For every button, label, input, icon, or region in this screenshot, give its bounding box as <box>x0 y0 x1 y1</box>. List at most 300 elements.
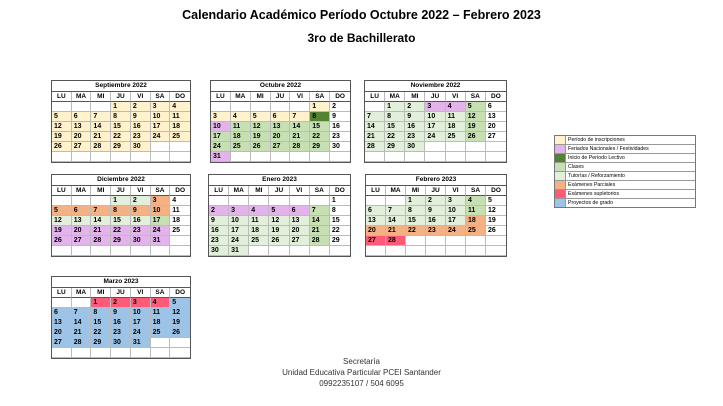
weekday-header: VI <box>131 92 151 102</box>
day-cell: 14 <box>365 122 385 132</box>
day-cell: 6 <box>486 102 506 112</box>
day-cell: 28 <box>290 142 310 152</box>
weekday-header: DO <box>170 186 190 196</box>
empty-cell <box>405 152 425 162</box>
calendar-november-2022 <box>364 80 507 163</box>
weekday-header: MI <box>406 186 426 196</box>
day-cell: 14 <box>91 122 111 132</box>
day-cell: 27 <box>366 236 386 246</box>
day-cell: 3 <box>425 102 445 112</box>
day-cell: 23 <box>111 328 131 338</box>
legend <box>554 135 696 208</box>
day-cell: 10 <box>211 122 231 132</box>
day-cell: 2 <box>405 102 425 112</box>
empty-cell <box>290 152 310 162</box>
day-cell: 20 <box>366 226 386 236</box>
day-cell: 27 <box>52 338 72 348</box>
day-cell: 29 <box>111 142 131 152</box>
legend-item <box>555 172 695 181</box>
calendar-december-2022 <box>51 174 191 257</box>
day-cell: 11 <box>151 308 171 318</box>
day-cell: 8 <box>111 112 131 122</box>
day-cell: 19 <box>170 318 190 328</box>
day-cell: 30 <box>131 142 151 152</box>
day-cell: 16 <box>111 318 131 328</box>
weekday-header: LU <box>52 186 72 196</box>
day-cell: 21 <box>386 226 406 236</box>
legend-swatch <box>555 181 566 189</box>
empty-cell <box>310 152 330 162</box>
day-cell: 18 <box>231 132 251 142</box>
month-title: Septiembre 2022 <box>52 81 190 92</box>
day-cell: 24 <box>446 226 466 236</box>
day-cell: 2 <box>111 298 131 308</box>
empty-cell <box>249 196 269 206</box>
day-cell: 18 <box>466 216 486 226</box>
weekday-header: MA <box>231 92 251 102</box>
legend-item <box>555 181 695 190</box>
day-cell: 18 <box>446 122 466 132</box>
empty-cell <box>330 246 350 256</box>
empty-cell <box>426 236 446 246</box>
day-cell: 5 <box>170 298 190 308</box>
day-cell: 23 <box>209 236 229 246</box>
empty-cell <box>466 246 486 256</box>
day-cell: 15 <box>310 122 330 132</box>
day-cell: 1 <box>91 298 111 308</box>
legend-label: Feriados Nacionales / Festividades <box>568 146 649 152</box>
empty-cell <box>365 152 385 162</box>
empty-cell <box>330 152 350 162</box>
weekday-header: MI <box>91 186 111 196</box>
empty-cell <box>52 298 72 308</box>
empty-cell <box>271 102 291 112</box>
day-cell: 14 <box>310 216 330 226</box>
day-cell: 4 <box>249 206 269 216</box>
weekday-header: MA <box>72 288 92 298</box>
day-cell: 8 <box>406 206 426 216</box>
day-cell: 9 <box>131 206 151 216</box>
day-cell: 31 <box>229 246 249 256</box>
day-cell: 26 <box>466 132 486 142</box>
legend-swatch <box>555 154 566 162</box>
empty-cell <box>251 152 271 162</box>
day-cell: 3 <box>131 298 151 308</box>
legend-swatch <box>555 136 566 144</box>
legend-label: Tutorías / Reforzamiento <box>568 173 625 179</box>
empty-cell <box>170 246 190 256</box>
empty-cell <box>131 152 151 162</box>
day-cell: 14 <box>290 122 310 132</box>
day-cell: 4 <box>170 102 190 112</box>
empty-cell <box>385 152 405 162</box>
month-title: Marzo 2023 <box>52 277 190 288</box>
day-cell: 14 <box>72 318 92 328</box>
weekday-header: LU <box>52 288 72 298</box>
empty-cell <box>52 246 72 256</box>
day-cell: 5 <box>251 112 271 122</box>
day-cell: 20 <box>290 226 310 236</box>
day-cell: 27 <box>72 142 92 152</box>
day-cell: 11 <box>446 112 466 122</box>
weekday-header: VI <box>446 92 466 102</box>
empty-cell <box>386 196 406 206</box>
empty-cell <box>111 152 131 162</box>
weekday-header: VI <box>131 288 151 298</box>
day-cell: 9 <box>405 112 425 122</box>
weekday-header: JU <box>425 92 445 102</box>
day-cell: 19 <box>251 132 271 142</box>
day-cell: 25 <box>151 328 171 338</box>
day-cell: 30 <box>209 246 229 256</box>
day-cell: 19 <box>486 216 506 226</box>
weekday-header: SA <box>466 186 486 196</box>
day-cell: 26 <box>269 236 289 246</box>
weekday-header: DO <box>486 186 506 196</box>
day-cell: 6 <box>366 206 386 216</box>
day-cell: 7 <box>290 112 310 122</box>
empty-cell <box>426 246 446 256</box>
weekday-header: DO <box>330 186 350 196</box>
day-cell: 29 <box>111 236 131 246</box>
legend-label: Inicio de Período Lectivo <box>568 155 625 161</box>
day-cell: 15 <box>406 216 426 226</box>
empty-cell <box>406 236 426 246</box>
day-cell: 20 <box>72 132 92 142</box>
weekday-header: MA <box>72 92 92 102</box>
day-cell: 5 <box>466 102 486 112</box>
day-cell: 7 <box>91 206 111 216</box>
legend-item <box>555 163 695 172</box>
day-cell: 5 <box>269 206 289 216</box>
day-cell: 8 <box>91 308 111 318</box>
day-cell: 17 <box>151 216 171 226</box>
month-title: Diciembre 2022 <box>52 175 190 186</box>
day-cell: 10 <box>151 112 171 122</box>
day-cell: 27 <box>290 236 310 246</box>
day-cell: 24 <box>151 226 171 236</box>
day-cell: 21 <box>72 328 92 338</box>
legend-swatch <box>555 172 566 180</box>
calendar-october-2022 <box>210 80 351 163</box>
calendar-march-2023 <box>51 276 191 359</box>
weekday-header: MA <box>72 186 92 196</box>
day-cell: 11 <box>231 122 251 132</box>
empty-cell <box>151 246 171 256</box>
empty-cell <box>269 196 289 206</box>
day-cell: 14 <box>386 216 406 226</box>
empty-cell <box>249 246 269 256</box>
day-cell: 18 <box>170 122 190 132</box>
day-cell: 29 <box>91 338 111 348</box>
legend-swatch <box>555 145 566 153</box>
day-cell: 24 <box>425 132 445 142</box>
day-cell: 9 <box>426 206 446 216</box>
day-cell: 25 <box>170 226 190 236</box>
empty-cell <box>486 246 506 256</box>
day-cell: 3 <box>151 196 171 206</box>
day-cell: 5 <box>52 112 72 122</box>
day-cell: 3 <box>446 196 466 206</box>
day-cell: 26 <box>170 328 190 338</box>
legend-label: Exámenes supletorios <box>568 191 620 197</box>
weekday-header: JU <box>111 92 131 102</box>
day-cell: 9 <box>330 112 350 122</box>
day-cell: 17 <box>151 122 171 132</box>
day-cell: 21 <box>91 132 111 142</box>
day-cell: 3 <box>211 112 231 122</box>
day-cell: 25 <box>170 132 190 142</box>
legend-swatch <box>555 199 566 207</box>
day-cell: 23 <box>131 226 151 236</box>
empty-cell <box>446 236 466 246</box>
day-cell: 28 <box>365 142 385 152</box>
empty-cell <box>365 102 385 112</box>
day-cell: 16 <box>209 226 229 236</box>
weekday-header: MI <box>91 92 111 102</box>
empty-cell <box>251 102 271 112</box>
day-cell: 6 <box>290 206 310 216</box>
day-cell: 28 <box>91 142 111 152</box>
day-cell: 10 <box>446 206 466 216</box>
legend-item <box>555 154 695 163</box>
legend-label: Proyectos de grado <box>568 200 613 206</box>
day-cell: 23 <box>131 132 151 142</box>
day-cell: 11 <box>466 206 486 216</box>
day-cell: 19 <box>52 226 72 236</box>
weekday-header: DO <box>170 288 190 298</box>
day-cell: 11 <box>249 216 269 226</box>
day-cell: 31 <box>151 236 171 246</box>
day-cell: 24 <box>151 132 171 142</box>
day-cell: 13 <box>52 318 72 328</box>
legend-label: Clases <box>568 164 584 170</box>
weekday-header: MI <box>251 92 271 102</box>
empty-cell <box>231 102 251 112</box>
day-cell: 2 <box>330 102 350 112</box>
day-cell: 20 <box>72 226 92 236</box>
empty-cell <box>466 142 486 152</box>
day-cell: 26 <box>52 142 72 152</box>
day-cell: 7 <box>386 206 406 216</box>
day-cell: 30 <box>330 142 350 152</box>
empty-cell <box>170 152 190 162</box>
weekday-header: JU <box>271 92 291 102</box>
day-cell: 12 <box>486 206 506 216</box>
legend-label: Período de inscripciones <box>568 137 625 143</box>
day-cell: 21 <box>310 226 330 236</box>
weekday-header: LU <box>365 92 385 102</box>
empty-cell <box>91 246 111 256</box>
day-cell: 4 <box>151 298 171 308</box>
day-cell: 5 <box>486 196 506 206</box>
empty-cell <box>310 196 330 206</box>
empty-cell <box>229 196 249 206</box>
day-cell: 19 <box>466 122 486 132</box>
empty-cell <box>386 246 406 256</box>
day-cell: 1 <box>330 196 350 206</box>
weekday-header: MA <box>385 92 405 102</box>
empty-cell <box>151 338 171 348</box>
day-cell: 7 <box>72 308 92 318</box>
day-cell: 9 <box>131 112 151 122</box>
empty-cell <box>231 152 251 162</box>
day-cell: 5 <box>52 206 72 216</box>
empty-cell <box>91 102 111 112</box>
footer-office: Secretaría <box>343 357 380 366</box>
day-cell: 13 <box>290 216 310 226</box>
calendar-september-2022 <box>51 80 191 163</box>
empty-cell <box>52 196 72 206</box>
day-cell: 28 <box>386 236 406 246</box>
day-cell: 15 <box>385 122 405 132</box>
day-cell: 1 <box>310 102 330 112</box>
day-cell: 4 <box>231 112 251 122</box>
empty-cell <box>151 152 171 162</box>
day-cell: 26 <box>251 142 271 152</box>
day-cell: 10 <box>131 308 151 318</box>
day-cell: 13 <box>72 216 92 226</box>
weekday-header: SA <box>151 288 171 298</box>
day-cell: 17 <box>229 226 249 236</box>
weekday-header: VI <box>290 186 310 196</box>
page-subtitle: 3ro de Bachillerato <box>307 31 416 45</box>
empty-cell <box>425 152 445 162</box>
empty-cell <box>446 246 466 256</box>
day-cell: 15 <box>330 216 350 226</box>
weekday-header: LU <box>211 92 231 102</box>
day-cell: 14 <box>91 216 111 226</box>
day-cell: 20 <box>271 132 291 142</box>
weekday-header: VI <box>131 186 151 196</box>
weekday-header: LU <box>209 186 229 196</box>
day-cell: 3 <box>151 102 171 112</box>
day-cell: 13 <box>486 112 506 122</box>
day-cell: 8 <box>111 206 131 216</box>
day-cell: 24 <box>131 328 151 338</box>
legend-item <box>555 145 695 154</box>
legend-swatch <box>555 163 566 171</box>
day-cell: 15 <box>111 122 131 132</box>
day-cell: 12 <box>52 122 72 132</box>
day-cell: 31 <box>211 152 231 162</box>
day-cell: 10 <box>229 216 249 226</box>
weekday-header: SA <box>310 186 330 196</box>
page-title: Calendario Académico Período Octubre 2022 – Febrero 2023 <box>182 8 541 22</box>
day-cell: 23 <box>426 226 446 236</box>
day-cell: 25 <box>466 226 486 236</box>
day-cell: 18 <box>249 226 269 236</box>
day-cell: 28 <box>91 236 111 246</box>
footer-institution: Unidad Educativa Particular PCEI Santander <box>282 368 441 377</box>
empty-cell <box>290 102 310 112</box>
day-cell: 1 <box>385 102 405 112</box>
calendar-january-2023 <box>208 174 351 257</box>
weekday-header: DO <box>486 92 506 102</box>
day-cell: 4 <box>170 196 190 206</box>
empty-cell <box>151 142 171 152</box>
day-cell: 12 <box>52 216 72 226</box>
day-cell: 6 <box>271 112 291 122</box>
day-cell: 29 <box>330 236 350 246</box>
day-cell: 2 <box>426 196 446 206</box>
weekday-header: MI <box>249 186 269 196</box>
empty-cell <box>366 196 386 206</box>
day-cell: 26 <box>52 236 72 246</box>
day-cell: 2 <box>209 206 229 216</box>
weekday-header: SA <box>151 92 171 102</box>
empty-cell <box>52 102 72 112</box>
empty-cell <box>72 152 92 162</box>
empty-cell <box>170 236 190 246</box>
day-cell: 3 <box>229 206 249 216</box>
day-cell: 22 <box>385 132 405 142</box>
calendar-february-2023 <box>365 174 507 257</box>
day-cell: 24 <box>211 142 231 152</box>
weekday-header: LU <box>366 186 386 196</box>
day-cell: 6 <box>72 112 92 122</box>
legend-item <box>555 199 695 207</box>
day-cell: 10 <box>425 112 445 122</box>
day-cell: 20 <box>486 122 506 132</box>
empty-cell <box>486 142 506 152</box>
day-cell: 17 <box>211 132 231 142</box>
day-cell: 29 <box>310 142 330 152</box>
day-cell: 27 <box>72 236 92 246</box>
empty-cell <box>425 142 445 152</box>
weekday-header: JU <box>111 186 131 196</box>
empty-cell <box>486 236 506 246</box>
day-cell: 19 <box>269 226 289 236</box>
empty-cell <box>111 246 131 256</box>
day-cell: 30 <box>131 236 151 246</box>
month-title: Noviembre 2022 <box>365 81 506 92</box>
day-cell: 10 <box>151 206 171 216</box>
day-cell: 22 <box>310 132 330 142</box>
day-cell: 22 <box>91 328 111 338</box>
day-cell: 9 <box>209 216 229 226</box>
day-cell: 18 <box>170 216 190 226</box>
day-cell: 25 <box>249 236 269 246</box>
weekday-header: SA <box>310 92 330 102</box>
weekday-header: DO <box>330 92 350 102</box>
day-cell: 7 <box>310 206 330 216</box>
day-cell: 6 <box>52 308 72 318</box>
weekday-header: JU <box>269 186 289 196</box>
day-cell: 16 <box>131 216 151 226</box>
month-title: Febrero 2023 <box>366 175 506 186</box>
month-title: Enero 2023 <box>209 175 350 186</box>
legend-label: Exámenes Parciales <box>568 182 616 188</box>
day-cell: 12 <box>466 112 486 122</box>
day-cell: 21 <box>365 132 385 142</box>
day-cell: 8 <box>385 112 405 122</box>
empty-cell <box>170 142 190 152</box>
day-cell: 31 <box>131 338 151 348</box>
weekday-header: MA <box>229 186 249 196</box>
day-cell: 15 <box>91 318 111 328</box>
weekday-header: VI <box>290 92 310 102</box>
day-cell: 4 <box>446 102 466 112</box>
day-cell: 12 <box>251 122 271 132</box>
day-cell: 7 <box>365 112 385 122</box>
day-cell: 6 <box>72 206 92 216</box>
weekday-header: DO <box>170 92 190 102</box>
day-cell: 17 <box>425 122 445 132</box>
legend-item <box>555 190 695 199</box>
day-cell: 23 <box>405 132 425 142</box>
day-cell: 11 <box>170 206 190 216</box>
